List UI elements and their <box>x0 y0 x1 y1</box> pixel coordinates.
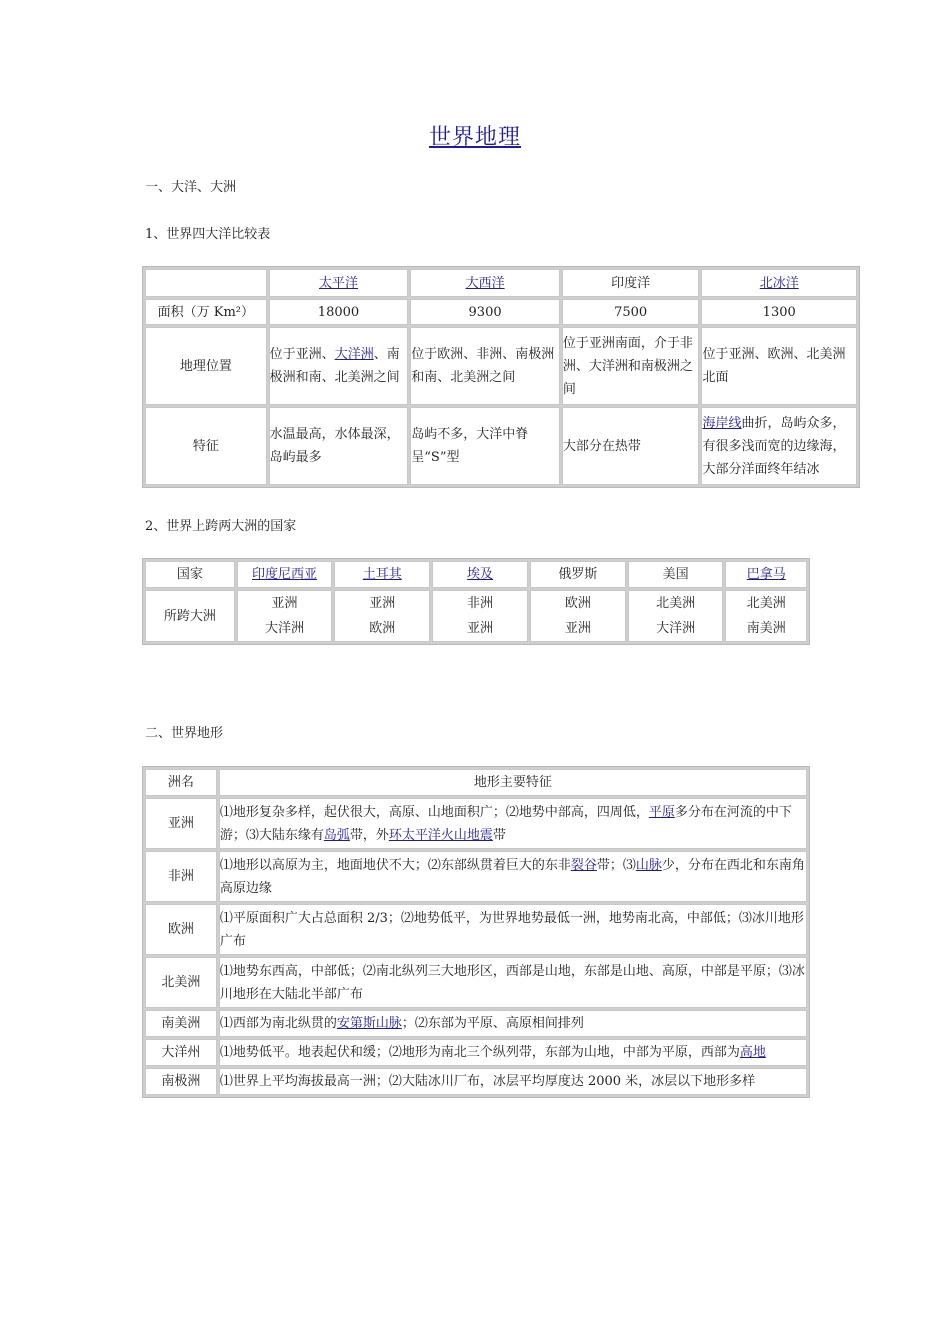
link-highland[interactable]: 高地 <box>739 1045 766 1060</box>
table-row <box>145 299 857 325</box>
cell-country: 美国 <box>628 561 724 588</box>
cell-feature-atlantic: 岛屿不多，大洋中脊呈“S”型 <box>410 407 560 485</box>
cell-continents: 非洲 亚洲 <box>432 590 528 642</box>
table-row <box>145 957 807 1008</box>
page-title[interactable]: 世界地理 <box>428 125 521 150</box>
continent-south-america: 南美洲 <box>145 1010 217 1037</box>
cell-feature-arctic: 海岸线曲折，岛屿众多，有很多浅而宽的边缘海，大部分洋面终年结冰 <box>701 407 857 485</box>
terrain-asia: ⑴地形复杂多样，起伏很大，高原、山地面积广；⑵地势中部高，四周低，平原多分布在河流的中下游；⑶大陆东缘有岛弧带，外环太平洋火山地震带 <box>219 798 807 849</box>
continent-antarctica: 南极洲 <box>145 1068 217 1095</box>
link-pacific[interactable]: 太平洋 <box>318 275 358 291</box>
table-row <box>145 1039 807 1066</box>
table-row <box>145 1068 807 1095</box>
cell-feature-indian: 大部分在热带 <box>562 407 700 485</box>
terrain-south-america: ⑴西部为南北纵贯的安第斯山脉；⑵东部为平原、高原相间排列 <box>219 1010 807 1037</box>
cell-feature-pacific: 水温最高，水体最深，岛屿最多 <box>269 407 409 485</box>
link-mountains[interactable]: 山脉 <box>635 857 662 873</box>
table-row <box>145 769 807 796</box>
table-header-empty <box>145 269 267 297</box>
continent-europe: 欧洲 <box>145 904 217 955</box>
world-terrain-table <box>142 766 810 1098</box>
table-row <box>145 269 857 297</box>
cell-continents: 北美洲 南美洲 <box>725 590 807 642</box>
cell-area-pacific: 18000 <box>269 299 409 325</box>
cell-location-arctic: 位于亚洲、欧洲、北美洲北面 <box>701 327 857 405</box>
subheading-transcontinental: 2、世界上跨两大洲的国家 <box>145 519 297 534</box>
cell-location-indian: 位于亚洲南面，介于非洲、大洋洲和南极洲之间 <box>562 327 700 405</box>
link-atlantic[interactable]: 大西洋 <box>465 275 505 291</box>
link-panama[interactable]: 巴拿马 <box>746 567 786 582</box>
terrain-antarctica: ⑴世界上平均海拔最高一洲；⑵大陆冰川厂布，冰层平均厚度达 2000 米，冰层以下地形多样 <box>219 1068 807 1095</box>
terrain-europe: ⑴平原面积广大占总面积 2/3；⑵地势低平，为世界地势最低一洲，地势南北高，中部低；⑶冰川地形广布 <box>219 904 807 955</box>
table-row <box>145 407 857 485</box>
header-continent-name: 洲名 <box>145 769 217 796</box>
table-row <box>145 327 857 405</box>
table-row <box>145 1010 807 1037</box>
cell-country[interactable] <box>432 561 528 588</box>
table-row <box>145 851 807 902</box>
cell-country[interactable] <box>237 561 333 588</box>
cell-location-atlantic: 位于欧洲、非洲、南极洲和南、北美洲之间 <box>410 327 560 405</box>
link-indonesia[interactable]: 印度尼西亚 <box>252 567 318 582</box>
link-coastline[interactable]: 海岸线 <box>702 415 742 431</box>
terrain-north-america: ⑴地势东西高，中部低；⑵南北纵列三大地形区，西部是山地，东部是山地、高原，中部是平原；⑶冰川地形在大陆北半部广布 <box>219 957 807 1008</box>
header-pacific[interactable] <box>269 269 409 297</box>
header-indian: 印度洋 <box>562 269 700 297</box>
table-row <box>145 590 807 642</box>
cell-country: 俄罗斯 <box>530 561 626 588</box>
link-island-arc[interactable]: 岛弧 <box>323 827 350 843</box>
subheading-ocean-table: 1、世界四大洋比较表 <box>145 227 271 242</box>
row-label-features: 特征 <box>145 407 267 485</box>
table-row <box>145 798 807 849</box>
row-label-country: 国家 <box>145 561 235 588</box>
continent-north-america: 北美洲 <box>145 957 217 1008</box>
cell-continents: 欧洲 亚洲 <box>530 590 626 642</box>
table-row <box>145 904 807 955</box>
row-label-location: 地理位置 <box>145 327 267 405</box>
cell-area-indian: 7500 <box>562 299 700 325</box>
continent-africa: 非洲 <box>145 851 217 902</box>
row-label-area: 面积（万 Km²） <box>145 299 267 325</box>
section-heading-terrain: 二、世界地形 <box>145 726 224 741</box>
table-row <box>145 561 807 588</box>
cell-continents: 北美洲 大洋洲 <box>628 590 724 642</box>
cell-area-atlantic: 9300 <box>410 299 560 325</box>
header-terrain-features: 地形主要特征 <box>219 769 807 796</box>
cell-country[interactable] <box>334 561 430 588</box>
link-rift-valley[interactable]: 裂谷 <box>570 857 597 873</box>
cell-country[interactable] <box>725 561 807 588</box>
continent-asia: 亚洲 <box>145 798 217 849</box>
header-atlantic[interactable] <box>410 269 560 297</box>
link-turkey[interactable]: 土耳其 <box>362 567 402 582</box>
cell-continents: 亚洲 大洋洲 <box>237 590 333 642</box>
section-heading-oceans-continents: 一、大洋、大洲 <box>145 180 237 195</box>
link-andes[interactable]: 安第斯山脉 <box>336 1016 402 1031</box>
cell-area-arctic: 1300 <box>701 299 857 325</box>
row-label-continents: 所跨大洲 <box>145 590 235 642</box>
link-arctic[interactable]: 北冰洋 <box>759 275 799 291</box>
link-plain[interactable]: 平原 <box>648 804 675 820</box>
cell-continents: 亚洲 欧洲 <box>334 590 430 642</box>
ocean-comparison-table <box>142 266 860 488</box>
cell-location-pacific: 位于亚洲、大洋洲、南极洲和南、北美洲之间 <box>269 327 409 405</box>
terrain-oceania: ⑴地势低平。地表起伏和缓；⑵地形为南北三个纵列带，东部为山地，中部为平原，西部为高地 <box>219 1039 807 1066</box>
transcontinental-countries-table <box>142 558 810 645</box>
link-egypt[interactable]: 埃及 <box>467 567 494 582</box>
terrain-africa: ⑴地形以高原为主，地面地伏不大；⑵东部纵贯着巨大的东非裂谷带；⑶山脉少，分布在西北和东南角高原边缘 <box>219 851 807 902</box>
continent-oceania: 大洋州 <box>145 1039 217 1066</box>
link-ring-of-fire[interactable]: 环太平洋火山地震 <box>388 827 493 843</box>
link-oceania[interactable]: 大洋洲 <box>334 347 374 362</box>
header-arctic[interactable] <box>701 269 857 297</box>
